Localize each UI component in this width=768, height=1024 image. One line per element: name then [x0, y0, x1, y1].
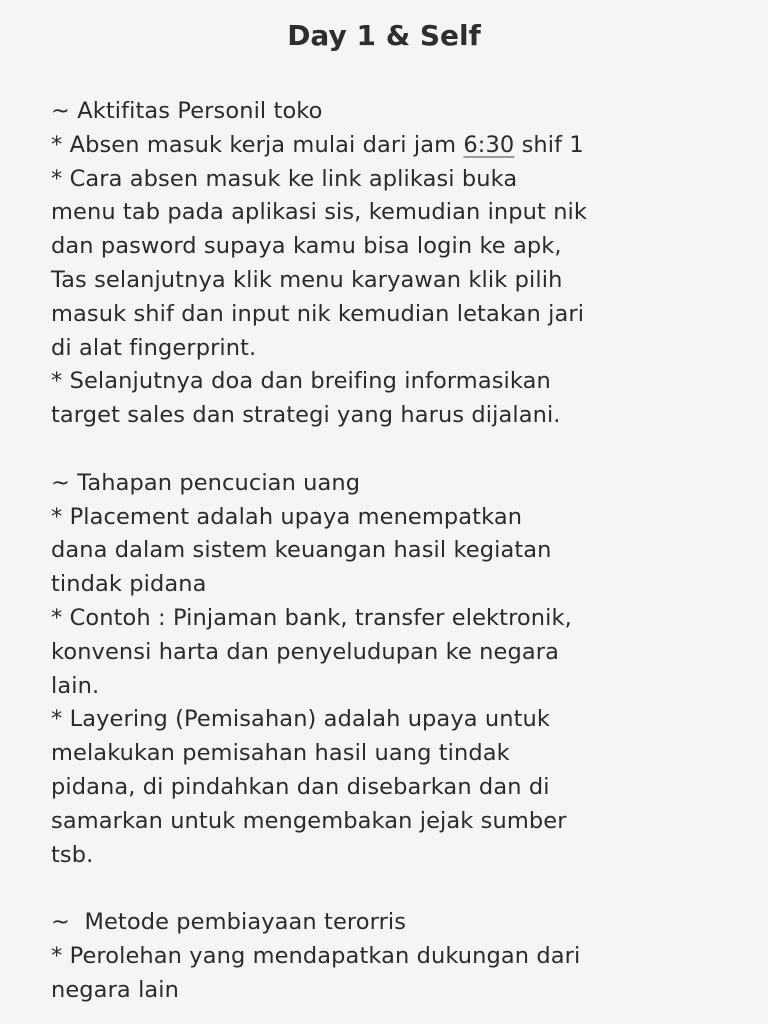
section-heading: ~ Metode pembiayaan terorris — [51, 909, 407, 936]
note-line-text: * Absen masuk kerja mulai dari jam — [51, 131, 464, 158]
note-line: masuk shif dan input nik kemudian letakan jari — [51, 300, 585, 327]
time-link[interactable]: 6:30 — [463, 131, 515, 158]
note-line: melakukan pemisahan hasil uang tindak — [51, 740, 510, 767]
note-line: * Layering (Pemisahan) adalah upaya untuk — [51, 706, 551, 733]
note-line: * Perolehan yang mendapatkan dukungan dari — [51, 942, 581, 969]
note-line: * Selanjutnya doa dan breifing informasikan — [51, 368, 551, 395]
note-line: tsb. — [51, 841, 94, 868]
note-line: pidana, di pindahkan dan disebarkan dan di — [51, 773, 550, 800]
note-title: Day 1 & Self — [287, 19, 481, 52]
note-line: negara lain — [51, 976, 180, 1003]
note-line: menu tab pada aplikasi sis, kemudian input nik — [51, 199, 588, 226]
note-line: lain. — [51, 672, 100, 699]
note-line: tindak pidana — [51, 571, 207, 598]
note-line: * Cara absen masuk ke link aplikasi buka — [51, 165, 518, 192]
section-heading: ~ Aktifitas Personil toko — [51, 98, 323, 124]
note-line: * Contoh : Pinjaman bank, transfer elektronik, — [51, 604, 572, 631]
note-line: di alat fingerprint. — [51, 334, 257, 361]
note-line-text: shif 1 — [514, 131, 584, 158]
note-line: samarkan untuk mengembakan jejak sumber — [51, 807, 567, 834]
note-line: target sales dan strategi yang harus dijalani. — [51, 402, 561, 429]
blank-line — [51, 872, 751, 906]
note-line: Tas selanjutnya klik menu karyawan klik pilih — [51, 266, 563, 293]
note-line — [51, 129, 751, 163]
note-line: dan pasword supaya kamu bisa login ke apk, — [51, 233, 562, 260]
note-line: * Placement adalah upaya menempatkan — [51, 503, 523, 530]
section-heading: ~ Tahapan pencucian uang — [51, 469, 361, 496]
note-body — [51, 95, 751, 1008]
note-line: dana dalam sistem keuangan hasil kegiatan — [51, 537, 552, 564]
blank-line — [51, 433, 751, 467]
note-line: konvensi harta dan penyeludupan ke negara — [51, 638, 559, 665]
